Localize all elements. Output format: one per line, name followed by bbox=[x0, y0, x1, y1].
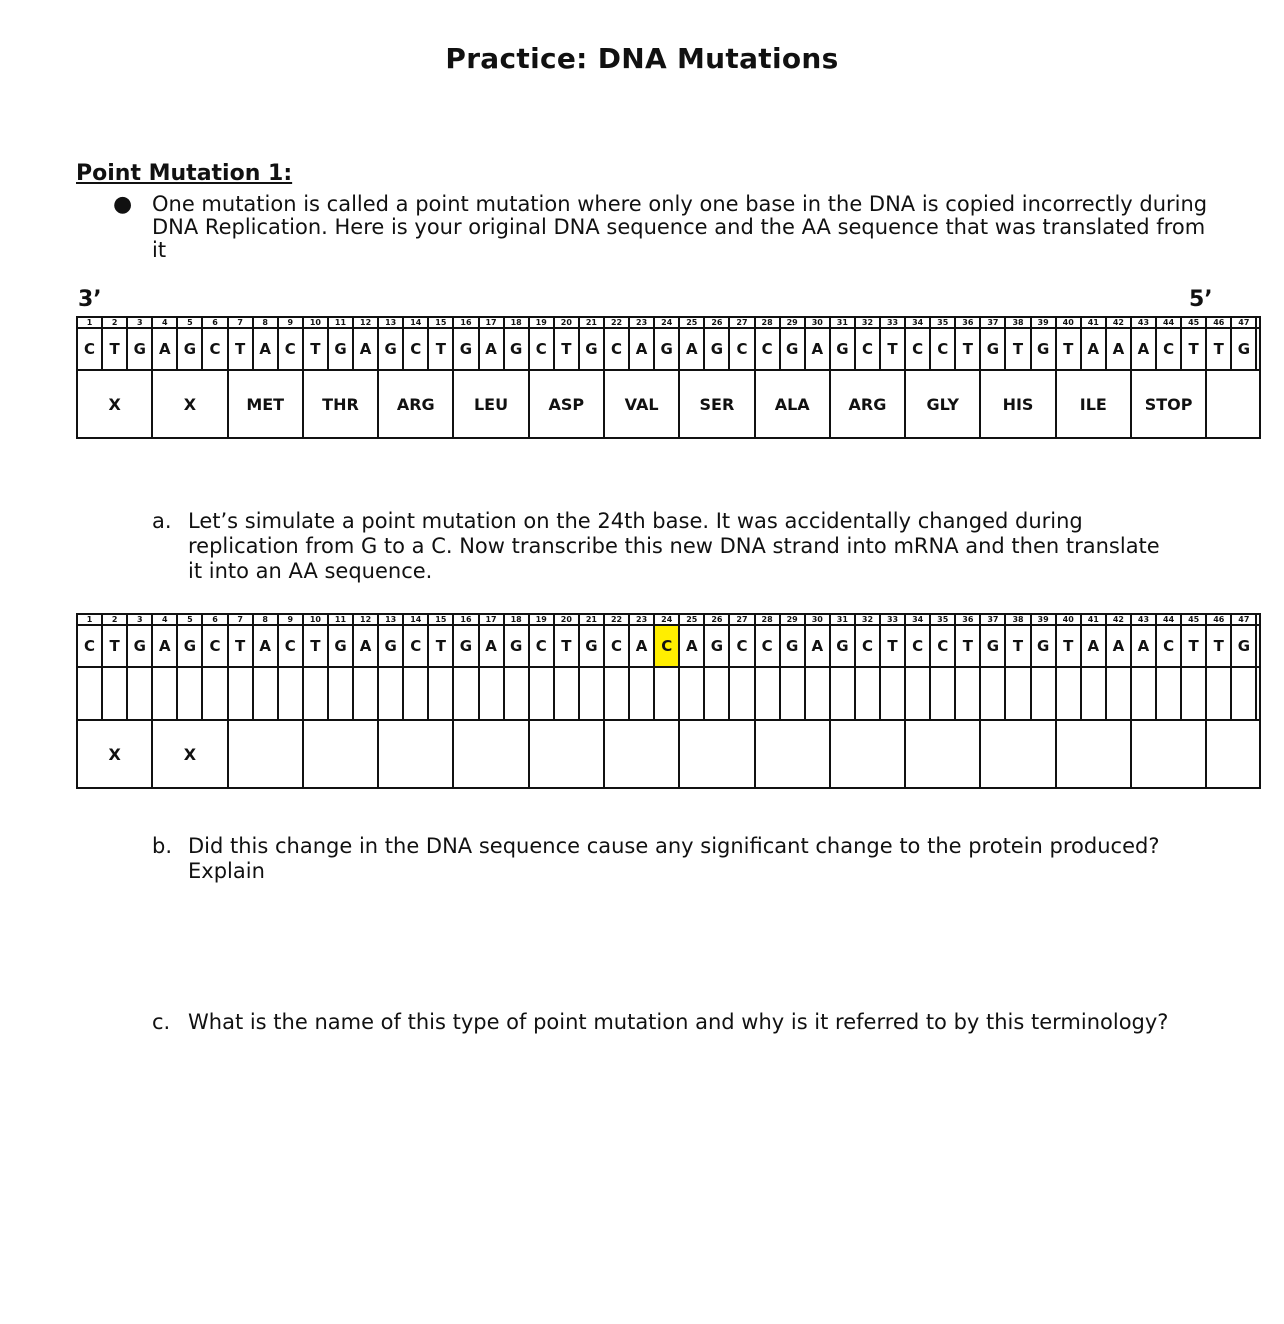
position-number: 22 bbox=[604, 614, 629, 625]
position-number: 29 bbox=[780, 317, 805, 328]
position-number: 35 bbox=[930, 614, 955, 625]
position-number: 44 bbox=[1156, 317, 1181, 328]
position-number: 23 bbox=[629, 317, 654, 328]
dna-base: G bbox=[378, 625, 403, 667]
amino-acid-cell bbox=[1131, 720, 1206, 788]
dna-base: T bbox=[102, 328, 127, 370]
position-number: 33 bbox=[880, 614, 905, 625]
position-number: 22 bbox=[604, 317, 629, 328]
mrna-blank-cell bbox=[1181, 667, 1206, 720]
mrna-blank-cell bbox=[127, 667, 152, 720]
table-edge-cell bbox=[1256, 625, 1260, 667]
amino-acid-cell: SER bbox=[679, 370, 754, 438]
amino-acid-cell bbox=[303, 720, 378, 788]
dna-base: A bbox=[479, 328, 504, 370]
mrna-blank-cell bbox=[1156, 667, 1181, 720]
dna-base: A bbox=[805, 328, 830, 370]
position-number: 18 bbox=[504, 614, 529, 625]
mrna-blank-cell bbox=[679, 667, 704, 720]
dna-base: A bbox=[353, 625, 378, 667]
mrna-blank-cell bbox=[654, 667, 679, 720]
dna-base: A bbox=[253, 625, 278, 667]
dna-base: C bbox=[930, 328, 955, 370]
mrna-blank-cell bbox=[102, 667, 127, 720]
dna-base: G bbox=[780, 328, 805, 370]
dna-base: G bbox=[177, 625, 202, 667]
dna-base: C bbox=[529, 625, 554, 667]
dna-base: G bbox=[504, 328, 529, 370]
position-number: 16 bbox=[453, 614, 478, 625]
mrna-blank-cell bbox=[529, 667, 554, 720]
position-number: 27 bbox=[729, 317, 754, 328]
dna-base: A bbox=[1131, 625, 1156, 667]
dna-base: G bbox=[177, 328, 202, 370]
dna-base: G bbox=[579, 328, 604, 370]
position-number: 39 bbox=[1031, 614, 1056, 625]
position-number: 12 bbox=[353, 317, 378, 328]
amino-acid-cell: X bbox=[77, 720, 152, 788]
intro-paragraph: One mutation is called a point mutation where only one base in the DNA is copied incorrectly during DNA Replication. Here is your original DNA sequence and the AA sequence that was translated from it bbox=[152, 192, 1208, 262]
amino-acid-cell bbox=[228, 720, 303, 788]
dna-base: T bbox=[1206, 625, 1231, 667]
position-number: 7 bbox=[228, 317, 253, 328]
mutated-sequence-table bbox=[76, 613, 1261, 789]
position-number: 32 bbox=[855, 317, 880, 328]
position-number: 23 bbox=[629, 614, 654, 625]
position-number: 36 bbox=[955, 317, 980, 328]
position-number: 33 bbox=[880, 317, 905, 328]
amino-acid-answer-row bbox=[77, 720, 1260, 788]
position-number: 40 bbox=[1056, 614, 1081, 625]
mrna-blank-cell bbox=[1081, 667, 1106, 720]
table-edge-cell bbox=[1256, 614, 1260, 625]
mutated-base-highlight: C bbox=[654, 625, 679, 667]
amino-acid-cell bbox=[453, 720, 528, 788]
position-number: 37 bbox=[980, 614, 1005, 625]
mrna-blank-cell bbox=[177, 667, 202, 720]
mrna-blank-cell bbox=[328, 667, 353, 720]
position-number: 34 bbox=[905, 317, 930, 328]
amino-acid-cell bbox=[1206, 370, 1260, 438]
mrna-blank-cell bbox=[704, 667, 729, 720]
mrna-blank-cell bbox=[1106, 667, 1131, 720]
dna-base: C bbox=[529, 328, 554, 370]
position-number: 6 bbox=[202, 614, 227, 625]
question-a-marker: a. bbox=[152, 509, 172, 533]
mrna-blank-cell bbox=[303, 667, 328, 720]
dna-base: C bbox=[604, 328, 629, 370]
dna-base: T bbox=[880, 625, 905, 667]
position-number: 6 bbox=[202, 317, 227, 328]
dna-base: G bbox=[328, 328, 353, 370]
position-number: 30 bbox=[805, 614, 830, 625]
dna-base: T bbox=[428, 625, 453, 667]
position-number: 44 bbox=[1156, 614, 1181, 625]
dna-base: C bbox=[905, 328, 930, 370]
mrna-blank-cell bbox=[855, 667, 880, 720]
dna-base: T bbox=[1206, 328, 1231, 370]
position-number: 3 bbox=[127, 614, 152, 625]
dna-base: T bbox=[554, 328, 579, 370]
dna-base: C bbox=[77, 328, 102, 370]
dna-base: A bbox=[679, 625, 704, 667]
dna-base-row bbox=[77, 625, 1260, 667]
position-number: 37 bbox=[980, 317, 1005, 328]
dna-base: G bbox=[127, 328, 152, 370]
position-number: 8 bbox=[253, 317, 278, 328]
dna-base: C bbox=[905, 625, 930, 667]
position-number: 13 bbox=[378, 614, 403, 625]
amino-acid-cell bbox=[830, 720, 905, 788]
dna-base: G bbox=[1231, 328, 1256, 370]
position-number: 45 bbox=[1181, 317, 1206, 328]
dna-base: G bbox=[980, 625, 1005, 667]
position-number: 17 bbox=[479, 614, 504, 625]
position-number: 4 bbox=[152, 614, 177, 625]
dna-base: A bbox=[629, 328, 654, 370]
amino-acid-cell: HIS bbox=[980, 370, 1055, 438]
dna-base: T bbox=[228, 625, 253, 667]
dna-base: A bbox=[805, 625, 830, 667]
position-number: 14 bbox=[403, 614, 428, 625]
position-number: 1 bbox=[77, 317, 102, 328]
mrna-blank-cell bbox=[152, 667, 177, 720]
dna-base: G bbox=[654, 328, 679, 370]
position-number: 18 bbox=[504, 317, 529, 328]
dna-base: T bbox=[303, 328, 328, 370]
position-number: 35 bbox=[930, 317, 955, 328]
amino-acid-cell: ARG bbox=[378, 370, 453, 438]
mrna-blank-cell bbox=[805, 667, 830, 720]
position-number: 14 bbox=[403, 317, 428, 328]
dna-base: C bbox=[855, 328, 880, 370]
dna-base: T bbox=[1005, 328, 1030, 370]
amino-acid-cell: ASP bbox=[529, 370, 604, 438]
position-number: 1 bbox=[77, 614, 102, 625]
amino-acid-cell bbox=[755, 720, 830, 788]
dna-base: A bbox=[1081, 625, 1106, 667]
dna-base: T bbox=[228, 328, 253, 370]
amino-acid-cell: ALA bbox=[755, 370, 830, 438]
position-number: 17 bbox=[479, 317, 504, 328]
position-number: 40 bbox=[1056, 317, 1081, 328]
dna-base: T bbox=[1056, 328, 1081, 370]
position-number: 42 bbox=[1106, 614, 1131, 625]
three-prime-label: 3’ bbox=[78, 287, 102, 312]
mrna-blank-cell bbox=[479, 667, 504, 720]
dna-base: T bbox=[880, 328, 905, 370]
question-b-marker: b. bbox=[152, 834, 173, 858]
position-number: 5 bbox=[177, 317, 202, 328]
position-number: 38 bbox=[1005, 614, 1030, 625]
mrna-blank-cell bbox=[604, 667, 629, 720]
position-number: 11 bbox=[328, 317, 353, 328]
amino-acid-cell bbox=[679, 720, 754, 788]
position-number: 25 bbox=[679, 317, 704, 328]
position-number: 11 bbox=[328, 614, 353, 625]
position-number-row bbox=[77, 317, 1260, 328]
position-number: 42 bbox=[1106, 317, 1131, 328]
amino-acid-cell: LEU bbox=[453, 370, 528, 438]
dna-base: T bbox=[554, 625, 579, 667]
dna-base: C bbox=[77, 625, 102, 667]
mrna-blank-cell bbox=[353, 667, 378, 720]
position-number: 32 bbox=[855, 614, 880, 625]
amino-acid-cell: GLY bbox=[905, 370, 980, 438]
dna-base-row bbox=[77, 328, 1260, 370]
dna-base: G bbox=[579, 625, 604, 667]
amino-acid-cell: X bbox=[152, 720, 227, 788]
position-number: 46 bbox=[1206, 317, 1231, 328]
position-number: 25 bbox=[679, 614, 704, 625]
position-number: 4 bbox=[152, 317, 177, 328]
mrna-blank-cell bbox=[955, 667, 980, 720]
dna-base: C bbox=[403, 625, 428, 667]
mrna-blank-cell bbox=[930, 667, 955, 720]
dna-base: G bbox=[378, 328, 403, 370]
mrna-blank-cell bbox=[1056, 667, 1081, 720]
position-number: 28 bbox=[755, 614, 780, 625]
mrna-blank-cell bbox=[980, 667, 1005, 720]
mrna-blank-cell bbox=[1231, 667, 1256, 720]
position-number: 38 bbox=[1005, 317, 1030, 328]
dna-base: A bbox=[1081, 328, 1106, 370]
dna-base: T bbox=[955, 328, 980, 370]
position-number: 27 bbox=[729, 614, 754, 625]
position-number: 21 bbox=[579, 614, 604, 625]
dna-base: A bbox=[353, 328, 378, 370]
position-number: 26 bbox=[704, 614, 729, 625]
dna-base: A bbox=[629, 625, 654, 667]
position-number: 24 bbox=[654, 317, 679, 328]
position-number: 2 bbox=[102, 317, 127, 328]
position-number: 46 bbox=[1206, 614, 1231, 625]
mrna-blank-cell bbox=[1131, 667, 1156, 720]
original-sequence-table bbox=[76, 316, 1261, 439]
position-number: 41 bbox=[1081, 317, 1106, 328]
position-number: 9 bbox=[278, 317, 303, 328]
amino-acid-cell bbox=[604, 720, 679, 788]
dna-base: A bbox=[1106, 328, 1131, 370]
dna-base: G bbox=[704, 328, 729, 370]
mrna-blank-cell bbox=[428, 667, 453, 720]
mrna-blank-cell bbox=[253, 667, 278, 720]
dna-base: C bbox=[729, 328, 754, 370]
position-number: 15 bbox=[428, 614, 453, 625]
amino-acid-cell: ARG bbox=[830, 370, 905, 438]
table-edge-cell bbox=[1256, 328, 1260, 370]
position-number: 10 bbox=[303, 317, 328, 328]
position-number: 12 bbox=[353, 614, 378, 625]
dna-base: T bbox=[955, 625, 980, 667]
dna-base: C bbox=[729, 625, 754, 667]
dna-base: A bbox=[679, 328, 704, 370]
dna-base: G bbox=[1031, 328, 1056, 370]
position-number: 31 bbox=[830, 614, 855, 625]
dna-base: A bbox=[152, 625, 177, 667]
position-number: 30 bbox=[805, 317, 830, 328]
position-number: 24 bbox=[654, 614, 679, 625]
position-number: 45 bbox=[1181, 614, 1206, 625]
dna-base: G bbox=[780, 625, 805, 667]
dna-base: C bbox=[930, 625, 955, 667]
amino-acid-row bbox=[77, 370, 1260, 438]
five-prime-label: 5’ bbox=[1189, 287, 1213, 312]
amino-acid-cell: X bbox=[77, 370, 152, 438]
dna-base: T bbox=[1005, 625, 1030, 667]
position-number: 9 bbox=[278, 614, 303, 625]
dna-base: C bbox=[278, 328, 303, 370]
dna-base: C bbox=[604, 625, 629, 667]
question-b-text: Did this change in the DNA sequence cause any significant change to the protein produced? Explain bbox=[188, 834, 1160, 883]
amino-acid-cell bbox=[980, 720, 1055, 788]
mrna-blank-cell bbox=[579, 667, 604, 720]
position-number: 19 bbox=[529, 317, 554, 328]
amino-acid-cell bbox=[1206, 720, 1260, 788]
dna-base: G bbox=[830, 328, 855, 370]
amino-acid-cell: THR bbox=[303, 370, 378, 438]
mrna-blank-cell bbox=[228, 667, 253, 720]
table-edge-cell bbox=[1256, 667, 1260, 720]
mrna-blank-cell bbox=[755, 667, 780, 720]
dna-base: G bbox=[453, 625, 478, 667]
dna-base: G bbox=[127, 625, 152, 667]
dna-base: C bbox=[202, 625, 227, 667]
mrna-blank-cell bbox=[780, 667, 805, 720]
position-number: 20 bbox=[554, 614, 579, 625]
position-number: 7 bbox=[228, 614, 253, 625]
dna-base: A bbox=[1131, 328, 1156, 370]
mrna-blank-cell bbox=[504, 667, 529, 720]
position-number: 41 bbox=[1081, 614, 1106, 625]
mrna-answer-row bbox=[77, 667, 1260, 720]
amino-acid-cell: STOP bbox=[1131, 370, 1206, 438]
amino-acid-cell: MET bbox=[228, 370, 303, 438]
mrna-blank-cell bbox=[1031, 667, 1056, 720]
position-number: 13 bbox=[378, 317, 403, 328]
position-number: 3 bbox=[127, 317, 152, 328]
position-number: 47 bbox=[1231, 317, 1256, 328]
bullet-marker: ● bbox=[113, 192, 133, 217]
dna-base: G bbox=[504, 625, 529, 667]
position-number: 39 bbox=[1031, 317, 1056, 328]
position-number: 20 bbox=[554, 317, 579, 328]
dna-base: C bbox=[755, 625, 780, 667]
amino-acid-cell bbox=[905, 720, 980, 788]
position-number: 19 bbox=[529, 614, 554, 625]
dna-base: T bbox=[1181, 328, 1206, 370]
dna-base: C bbox=[278, 625, 303, 667]
dna-base: A bbox=[152, 328, 177, 370]
dna-base: G bbox=[1031, 625, 1056, 667]
section-heading: Point Mutation 1: bbox=[76, 161, 293, 186]
question-c-text: What is the name of this type of point mutation and why is it referred to by this terminology? bbox=[188, 1010, 1169, 1034]
position-number: 26 bbox=[704, 317, 729, 328]
mrna-blank-cell bbox=[629, 667, 654, 720]
mrna-blank-cell bbox=[77, 667, 102, 720]
amino-acid-cell bbox=[378, 720, 453, 788]
dna-base: T bbox=[102, 625, 127, 667]
dna-base: A bbox=[253, 328, 278, 370]
position-number: 28 bbox=[755, 317, 780, 328]
mrna-blank-cell bbox=[729, 667, 754, 720]
dna-base: C bbox=[855, 625, 880, 667]
position-number: 10 bbox=[303, 614, 328, 625]
amino-acid-cell bbox=[529, 720, 604, 788]
mrna-blank-cell bbox=[830, 667, 855, 720]
dna-base: C bbox=[1156, 328, 1181, 370]
amino-acid-cell bbox=[1056, 720, 1131, 788]
amino-acid-cell: ILE bbox=[1056, 370, 1131, 438]
dna-base: G bbox=[830, 625, 855, 667]
amino-acid-cell: X bbox=[152, 370, 227, 438]
position-number: 21 bbox=[579, 317, 604, 328]
table-edge-cell bbox=[1256, 317, 1260, 328]
position-number: 2 bbox=[102, 614, 127, 625]
position-number: 29 bbox=[780, 614, 805, 625]
dna-base: G bbox=[1231, 625, 1256, 667]
position-number: 34 bbox=[905, 614, 930, 625]
mrna-blank-cell bbox=[554, 667, 579, 720]
dna-base: C bbox=[202, 328, 227, 370]
mrna-blank-cell bbox=[1005, 667, 1030, 720]
dna-base: T bbox=[428, 328, 453, 370]
dna-base: T bbox=[1056, 625, 1081, 667]
position-number: 8 bbox=[253, 614, 278, 625]
dna-base: A bbox=[1106, 625, 1131, 667]
mrna-blank-cell bbox=[278, 667, 303, 720]
position-number: 36 bbox=[955, 614, 980, 625]
mrna-blank-cell bbox=[453, 667, 478, 720]
mrna-blank-cell bbox=[378, 667, 403, 720]
position-number: 15 bbox=[428, 317, 453, 328]
position-number: 47 bbox=[1231, 614, 1256, 625]
amino-acid-cell: VAL bbox=[604, 370, 679, 438]
page-title: Practice: DNA Mutations bbox=[445, 42, 839, 75]
question-a-text: Let’s simulate a point mutation on the 24th base. It was accidentally changed during replication from G to a C. Now transcribe this new DNA strand into mRNA and then translate it into an AA sequence. bbox=[188, 509, 1160, 583]
position-number: 43 bbox=[1131, 317, 1156, 328]
mrna-blank-cell bbox=[880, 667, 905, 720]
position-number: 31 bbox=[830, 317, 855, 328]
mrna-blank-cell bbox=[202, 667, 227, 720]
dna-base: G bbox=[328, 625, 353, 667]
mrna-blank-cell bbox=[403, 667, 428, 720]
question-c-marker: c. bbox=[152, 1010, 171, 1034]
position-number-row bbox=[77, 614, 1260, 625]
position-number: 16 bbox=[453, 317, 478, 328]
dna-base: G bbox=[704, 625, 729, 667]
position-number: 43 bbox=[1131, 614, 1156, 625]
dna-base: A bbox=[479, 625, 504, 667]
dna-base: C bbox=[403, 328, 428, 370]
dna-base: T bbox=[303, 625, 328, 667]
mrna-blank-cell bbox=[1206, 667, 1231, 720]
dna-base: C bbox=[755, 328, 780, 370]
dna-base: G bbox=[453, 328, 478, 370]
position-number: 5 bbox=[177, 614, 202, 625]
dna-base: C bbox=[1156, 625, 1181, 667]
dna-base: G bbox=[980, 328, 1005, 370]
mrna-blank-cell bbox=[905, 667, 930, 720]
dna-base: T bbox=[1181, 625, 1206, 667]
